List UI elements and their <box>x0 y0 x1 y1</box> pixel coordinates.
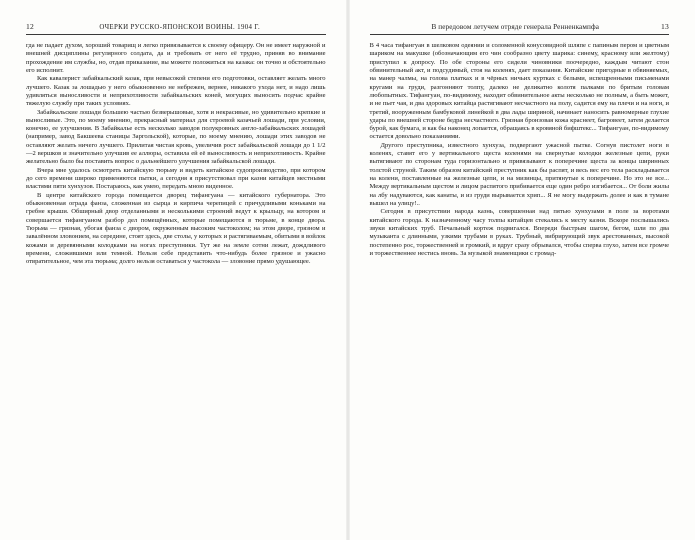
paragraph: Другого преступника, известного хунхуза, подвергают ужасной пытке. Согнув пистолет ноги в коленях, ставят его у вертикального щеста коленями на свернутые колодки железные цепи, руки вытягивают по сторонам туда горизонтально и привязывают к поперечине щеста за концы ширинных толстой струной. Таким образом китайский преступник как бы распят, и весь вес его тела раскладывается на колени, поставленные на железные цепи, и на мизинцы, притянутые к поперечине. Но это не все... Между вертикальным щестом и лицом распятого прибивается еще один ребро изгибается... От боли жилы на лбу надуваются, как канаты, и из груди вырывается хрип... Я не могу выдержать долее и как в тумане вышел на улицу!.. <box>369 141 669 207</box>
paragraph: гда не падает духом, хороший товарищ и легко привязывается к своему офицеру. Он не имеет наружной и внешней дисциплины регулярного солдата, да и требовать от него её трудно, приняв во внимание прохождение им службы, но, отдав приказание, вы можете положиться на казака: он точно и обстоятельно его исполнит. <box>26 42 326 74</box>
paragraph: Как кавалерист забайкальский казак, при невысокой степени его подготовки, оставляет желать много лучшего. Казак за лошадью у него обыкновенно не небрежен, вернее, никакого ухода нет, и надо лишь удивляться выносливости и неприхотливости забайкальских коней, могущих выносить подчас крайне тяжелую службу при таких условиях. <box>26 75 326 108</box>
text-columns <box>26 42 669 524</box>
right-page-body <box>348 42 670 524</box>
left-header-rule <box>26 34 326 35</box>
paragraph: В 4 часа тифангуан в шелковом одеянии и соломенной конусовидной шляпе с папиным пером и цветным шариком на макушке (обозначающим его чин сообразно цвету шарика: синему, красному или желтому) приступил к допросу. По обе стороны его сидели чиновники поочередно, каждым читают стон обвинительный акт, и подсудимый, стоя на коленях, дает показания. Китайские пригодные в обвиняемых, на манер чалмы, на голова платках и в чёрных ничьих куртках с белыми, испещренными письменами кругами на груди, разгонняют толпу, далеко не деликатно колотя палками по бритым головам любопытных. Тифангуан, по-видимому, находит обвинительное акты несколько не полным, а быть может, и не пьет чая, и два здоровых китайца растягивают несчастного на полу, садится ему на плечи и на ноги, и третий, вооруженным бамбуковой линейкой в два лады шириной, начинает наносить равномерные глухие удары по внешней стороне бедра несчастного. Грязная бронзовая кожа краснеет, багровеет, затем делается бурой, как бумага, и как бы наконец лопается, обращаясь в кровяной бифштекс... Тифангуан, по-видимому остается довольно показаниями. <box>369 42 669 141</box>
paragraph: Сегодня в присутствии народа казнь, совершенная над пятью хунхузами в поле за воротами китайского города. К назначенному часу толпы китайцев стекались к месту казни. Вскоре послышались звуки китайских труб. Печальный кортеж подвигался. Впереди быстрым шагом, бегом, шли по два музыканта с длинными, узкими трубами в руках. Трубный, вибрирующий звук арестованных, высокой постепенно рос, торжественней и громкий, и вдруг сразу обрывался, чтобы спервa глухо, затем все громче и торжественнее нестись вновь. За музыкой знаменщики с громад- <box>369 208 669 257</box>
right-running-title: В передовом летучем отряде генерала Ренненкампфа <box>431 23 599 31</box>
right-header-rule <box>370 34 670 35</box>
left-page-body <box>26 42 348 524</box>
right-page-folio: 13 <box>661 22 669 31</box>
left-page-folio: 12 <box>26 22 34 31</box>
paragraph: Вчера мне удалось осмотреть китайскую тюрьму и видеть китайское судопроизводство, при котором до сего времени широко применяются пытки, а сегодня я присутствовал при казни китайцев местными властями пяти хунхузов. Постараюсь, как умею, передать мною виденное. <box>26 166 326 191</box>
right-page-header <box>348 22 670 31</box>
right-rule-wrap <box>348 34 670 35</box>
left-page-header <box>26 22 348 31</box>
paragraph: Забайкальские лошади большею частью безверышовые, хотя и некрасивые, но удивительно крепкие и выносливые. Это, по моему мнению, прекрасный материал для строевой казачьей лошади, при условии, конечно, ее улучшения. В Забайкалье есть несколько заводов полукровных англо-забайкальских лошадей (например, завод Бакшеева станицы Заргольской), которые, по моему мнению, лошади этих заводов не оставляют желать ничего лучшего. Прилитая чистая кровь, увеличив рост забайкальской лошади до 1 1/2—2 вершков и значительно улучшив ее аллюры, оставила ей её выносливость и неприхотливость. Крайне желательно было бы поставить вопрос о дальнейшего улучшения забайкальской лошади. <box>26 108 326 166</box>
page-headers <box>26 22 669 31</box>
header-rules <box>26 34 669 35</box>
left-rule-wrap <box>26 34 348 35</box>
paragraph: В центре китайского города помещается дворец тифангуана — китайского губернатора. Это обыкновенная ограда фанза, сложенная из сырца и кирпича черепицей с причудливыми коньками на гребне крыши. Обширный двор отделанными и несколькими строений ведут к крыльцу, на котором и совершается тифангуаном разбор дел помещённых, которые помещаются в тюрьме, в конце двора. Тюрьма — грязная, убогая фанза с двором, окруженным высоким частоколом; на этом дворе, грязном и завалённом зловонием, на середине, стоят здесь, две столы, у которых и растягиваемым, обитыми в войлок кожами и деревянными колодками на ногах преступники. Тут же на земле сотни лежат, дождливого времени, сложившими или темной. Нельзя себе представить что-нибудь более грязное и ужасно отвратительное, чем эта тюрьма; долго нельзя оставаться у частокола — зловоние прямо удушающее. <box>26 191 326 266</box>
left-running-title: ОЧЕРКИ РУССКО-ЯПОНСКОЙ ВОЙНЫ. 1904 Г. <box>99 24 261 31</box>
